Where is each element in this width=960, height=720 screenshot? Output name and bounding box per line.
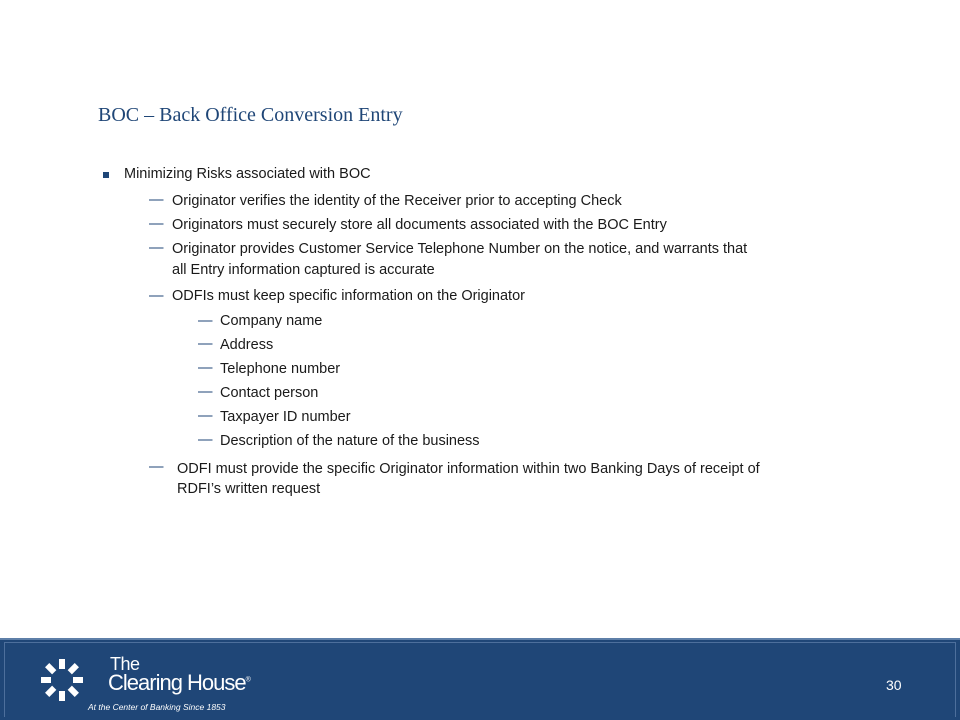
dash-icon: — (149, 288, 164, 304)
logo-tagline: At the Center of Banking Since 1853 (88, 702, 226, 712)
nested-list-item: Telephone number (220, 361, 341, 377)
logo-text-the: The (110, 654, 140, 674)
dash-icon: — (149, 216, 164, 232)
registered-mark: ® (245, 676, 250, 684)
main-bullet-text: Minimizing Risks associated with BOC (124, 166, 371, 182)
dash-icon: — (149, 240, 164, 256)
dash-icon: — (198, 313, 213, 329)
nested-list-item: Description of the nature of the business (220, 433, 480, 449)
footer-bar (0, 638, 960, 720)
slide-title: BOC – Back Office Conversion Entry (98, 104, 403, 126)
dash-icon: — (198, 408, 213, 424)
dash-icon: — (198, 360, 213, 376)
list-item-continuation: RDFI’s written request (177, 481, 321, 497)
list-item: Originators must securely store all documents associated with the BOC Entry (172, 217, 667, 233)
clearing-house-logo (36, 650, 266, 714)
nested-list-item: Contact person (220, 385, 319, 401)
nested-list-item: Address (220, 337, 274, 353)
logo-text-name (108, 670, 250, 696)
dash-icon: — (149, 459, 164, 475)
dash-icon: — (149, 192, 164, 208)
nested-list-item: Company name (220, 313, 323, 329)
square-bullet-icon (103, 172, 109, 178)
logo-emblem-icon (40, 658, 84, 702)
list-item: ODFI must provide the specific Originator information within two Banking Days of receipt of (177, 461, 760, 477)
list-item: Originator provides Customer Service Telephone Number on the notice, and warrants that (172, 241, 748, 257)
list-item: ODFIs must keep specific information on the Originator (172, 288, 525, 304)
page-number: 30 (886, 677, 902, 693)
dash-icon: — (198, 336, 213, 352)
logo-name-text: Clearing House (108, 670, 246, 695)
dash-icon: — (198, 432, 213, 448)
dash-icon: — (198, 384, 213, 400)
nested-list-item: Taxpayer ID number (220, 409, 351, 425)
list-item: Originator verifies the identity of the Receiver prior to accepting Check (172, 193, 622, 209)
list-item-continuation: all Entry information captured is accurate (172, 262, 435, 278)
